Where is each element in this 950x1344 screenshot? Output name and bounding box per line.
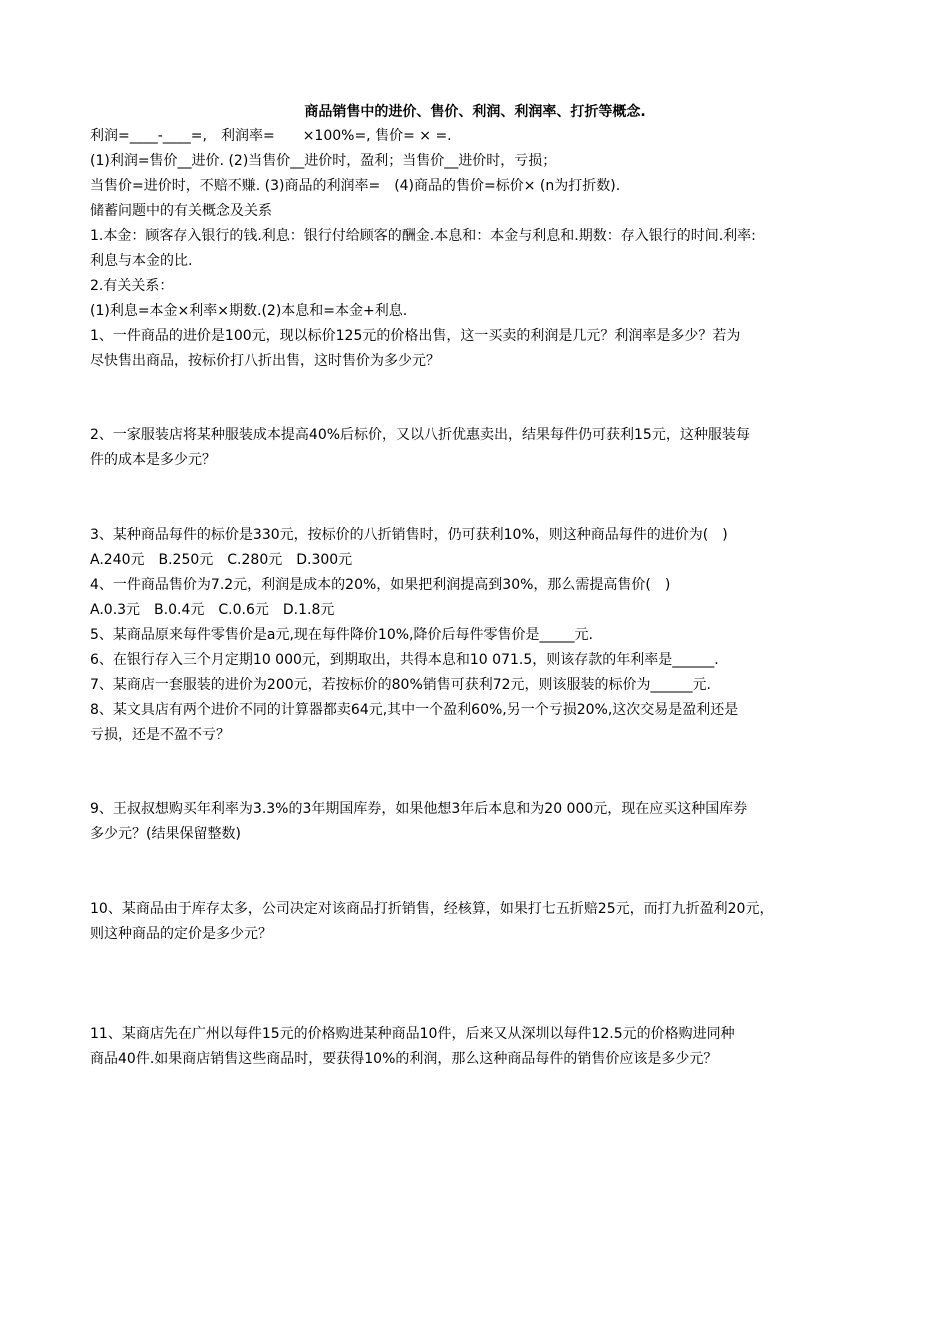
question-4-options: A.0.3元 B.0.4元 C.0.6元 D.1.8元 xyxy=(90,602,335,618)
text-line: 当售价=进价时，不赔不赚. (3)商品的利润率= (4)商品的售价=标价× (n为打折数). xyxy=(90,178,621,194)
question-1-line-1: 1、一件商品的进价是100元，现以标价125元的价格出售，这一买卖的利润是几元？利润率是多少？若为 xyxy=(90,328,741,344)
question-9-line-1: 9、王叔叔想购买年利率为3.3%的3年期国库券，如果他想3年后本息和为20 000元，现在应买这种国库券 xyxy=(90,801,748,817)
question-11-line-2: 商品40件.如果商店销售这些商品时，要获得10%的利润，那么这种商品每件的销售价应该是多少元？ xyxy=(90,1051,718,1067)
question-9-line-2: 多少元？(结果保留整数) xyxy=(90,826,241,842)
question-3: 3、某种商品每件的标价是330元，按标价的八折销售时，仍可获利10%，则这种商品每件的进价为( ) xyxy=(90,527,728,543)
document-title: 商品销售中的进价、售价、利润、利润率、打折等概念. xyxy=(304,104,646,120)
text-line: (1)利润=售价__进价. (2)当售价__进价时，盈利；当售价__进价时，亏损； xyxy=(90,153,557,169)
question-10-line-2: 则这种商品的定价是多少元？ xyxy=(90,926,272,942)
question-7: 7、某商店一套服装的进价为200元，若按标价的80%销售可获利72元，则该服装的标价为______元. xyxy=(90,677,712,693)
text-line: (1)利息=本金×利率×期数.(2)本息和=本金+利息. xyxy=(90,303,408,319)
text-line: 2.有关关系： xyxy=(90,278,174,294)
question-11-line-1: 11、某商店先在广州以每件15元的价格购进某种商品10件，后来又从深圳以每件12.5元的价格购进同种 xyxy=(90,1026,735,1042)
question-1-line-2: 尽快售出商品，按标价打八折出售，这时售价为多少元？ xyxy=(90,353,440,369)
question-5: 5、某商品原来每件零售价是a元,现在每件降价10%,降价后每件零售价是_____元. xyxy=(90,627,593,643)
question-8-line-1: 8、某文具店有两个进价不同的计算器都卖64元,其中一个盈利60%,另一个亏损20%,这次交易是盈利还是 xyxy=(90,702,739,718)
text-line: 利息与本金的比. xyxy=(90,253,193,269)
text-line: 1.本金：顾客存入银行的钱.利息：银行付给顾客的酬金.本息和：本金与利息和.期数：存入银行的时间.利率: xyxy=(90,228,756,244)
question-2-line-1: 2、一家服装店将某种服装成本提高40%后标价，又以八折优惠卖出，结果每件仍可获利15元，这种服装每 xyxy=(90,427,750,443)
text-line: 储蓄问题中的有关概念及关系 xyxy=(90,203,272,219)
question-3-options: A.240元 B.250元 C.280元 D.300元 xyxy=(90,552,353,568)
question-2-line-2: 件的成本是多少元？ xyxy=(90,452,216,468)
text-line: 利润=____-____=, 利润率= ×100%=, 售价= × =. xyxy=(90,128,452,144)
question-6: 6、在银行存入三个月定期10 000元，到期取出，共得本息和10 071.5，则该存款的年利率是______. xyxy=(90,652,719,668)
question-10-line-1: 10、某商品由于库存太多，公司决定对该商品打折销售，经核算，如果打七五折赔25元，而打九折盈利20元， xyxy=(90,901,774,917)
question-4: 4、一件商品售价为7.2元，利润是成本的20%，如果把利润提高到30%，那么需提高售价( ) xyxy=(90,577,671,593)
question-8-line-2: 亏损，还是不盈不亏？ xyxy=(90,727,230,743)
